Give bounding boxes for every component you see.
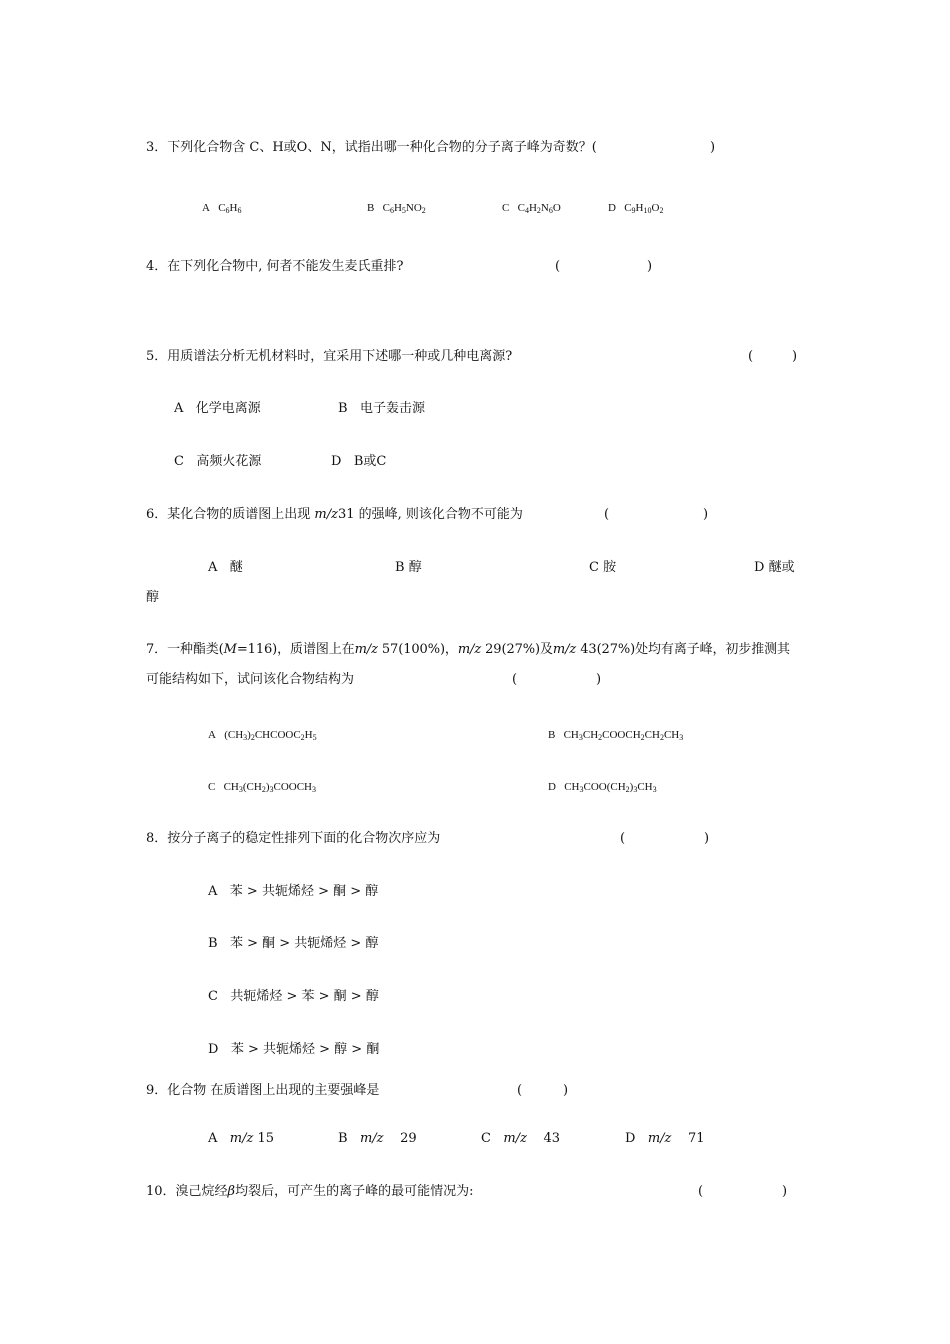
q5-paren-close: )	[792, 349, 798, 364]
q9-paren-close: )	[563, 1083, 569, 1098]
q8-paren-close: )	[704, 831, 710, 846]
q8-option-a: A 苯 > 共轭烯烃 > 酮 > 醇	[208, 884, 379, 899]
q10-stem: 10．溴己烷经β均裂后，可产生的离子峰的最可能情况为:	[146, 1184, 474, 1199]
q6-paren-open: (	[604, 507, 610, 522]
q6-option-b: B 醇	[395, 560, 422, 575]
q3-option-c: C $C_4H_2N_6O$	[502, 202, 561, 215]
q6-wrap-text: 醇	[146, 590, 160, 605]
q5-stem: 5．用质谱法分析无机材料时，宜采用下述哪一种或几种电离源?	[146, 349, 513, 364]
q3-paren-close: )	[710, 140, 716, 155]
q7-option-a: A $(CH_3)_2CHCOOC_2H_5$	[208, 729, 317, 742]
q6-stem: 6．某化合物的质谱图上出现 m/z31 的强峰, 则该化合物不可能为	[146, 507, 523, 522]
q9-option-d: D m/z 71	[625, 1131, 705, 1146]
q9-option-b: B m/z 29	[338, 1131, 417, 1146]
q4-paren-open: (	[555, 259, 561, 274]
q8-paren-open: (	[620, 831, 626, 846]
q8-option-b: B 苯 > 酮 > 共轭烯烃 > 醇	[208, 936, 379, 951]
q9-stem: 9．化合物 在质谱图上出现的主要强峰是	[146, 1083, 380, 1098]
q4-stem: 4．在下列化合物中, 何者不能发生麦氏重排?	[146, 259, 404, 274]
q3-option-a: A $C_6H_6$	[202, 202, 242, 215]
q9-option-a: A m/z 15	[208, 1131, 275, 1146]
q10-paren-open: (	[698, 1184, 704, 1199]
q7-stem-line1: 7．一种酯类(M=116)，质谱图上在m/z 57(100%)，m/z 29(27%)及m/z 43(27%)处均有离子峰，初步推测其	[146, 642, 790, 657]
q6-option-d: D 醚或	[754, 560, 795, 575]
q5-option-d: D B或C	[331, 454, 387, 469]
q4-paren-close: )	[647, 259, 653, 274]
q10-paren-close: )	[782, 1184, 788, 1199]
q7-paren-open: (	[512, 672, 518, 687]
q6-option-c: C 胺	[589, 560, 617, 575]
q8-stem: 8．按分子离子的稳定性排列下面的化合物次序应为	[146, 831, 441, 846]
q6-option-a: A 醚	[208, 560, 243, 575]
q3-option-b: B $C_6H_5NO_2$	[367, 202, 426, 215]
q7-option-d: D $CH_3COO(CH_2)_3CH_3$	[548, 781, 657, 794]
q8-option-c: C 共轭烯烃 > 苯 > 酮 > 醇	[208, 989, 379, 1004]
q7-option-c: C $CH_3(CH_2)_3COOCH_3$	[208, 781, 317, 794]
q7-option-b: B $CH_3CH_2COOCH_2CH_2CH_3$	[548, 729, 684, 742]
q7-stem-line2: 可能结构如下，试问该化合物结构为	[146, 672, 355, 687]
q9-paren-open: (	[517, 1083, 523, 1098]
q5-paren-open: (	[748, 349, 754, 364]
q8-option-d: D 苯 > 共轭烯烃 > 醇 > 酮	[208, 1042, 380, 1057]
q5-option-b: B 电子轰击源	[338, 401, 425, 416]
q7-paren-close: )	[596, 672, 602, 687]
q5-option-a: A 化学电离源	[174, 401, 261, 416]
q9-option-c: C m/z 43	[481, 1131, 560, 1146]
q5-option-c: C 高频火花源	[174, 454, 262, 469]
q3-option-d: D $C_9H_{10}O_2$	[608, 202, 664, 215]
q6-paren-close: )	[703, 507, 709, 522]
q3-stem: 3．下列化合物含 C、H或O、N，试指出哪一种化合物的分子离子峰为奇数？(	[146, 140, 597, 155]
